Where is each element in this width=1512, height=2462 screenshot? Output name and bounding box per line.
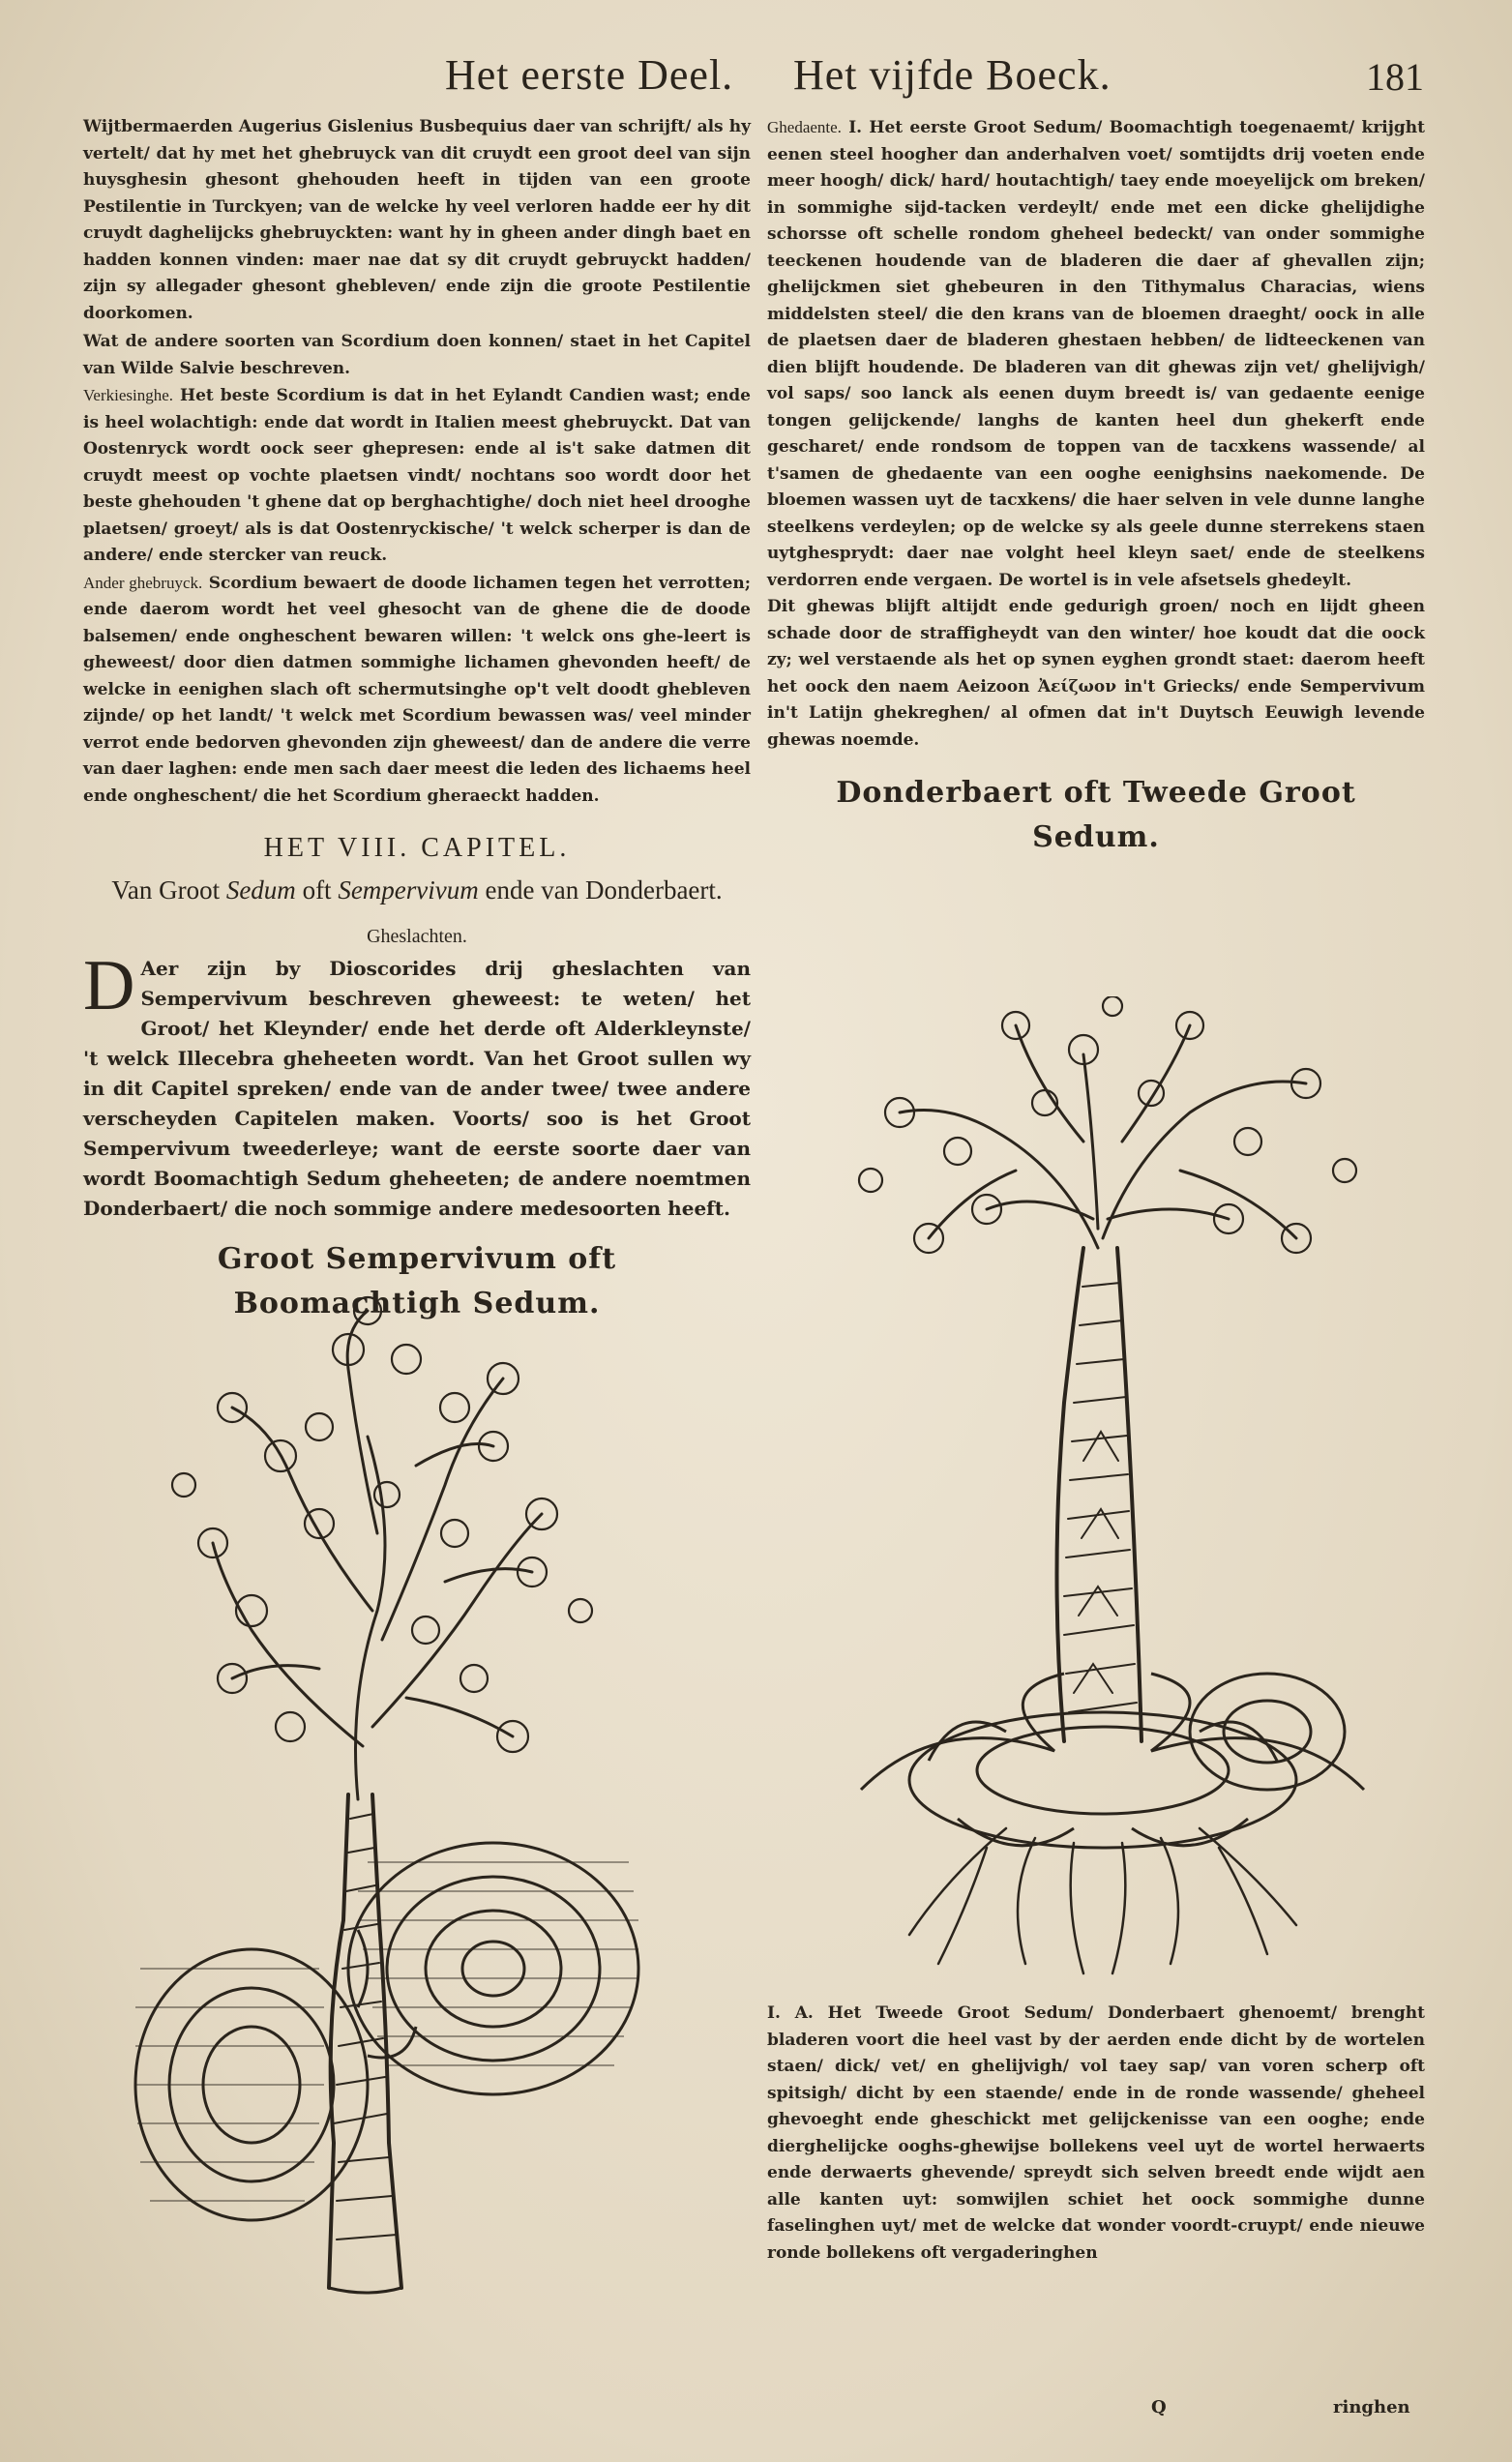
- left-column: [83, 114, 751, 1326]
- left-paragraph-3-text: Het beste Scordium is dat in het Eylandt Candien wast; ende is heel wolachtigh: ende dat wordt in Italien meest ghebruyckt. Dat van Oostenryck wordt oock seer ghepresen: ende al is't sake datmen dit cruydt meest op vochte plaetsen vindt/ nochtans soo wordt door het beste ghehouden 't ghene dat op berghachtighe/ doch niet heel drooghe plaetsen/ groeyt/ als is dat Oostenryckische/ 't welck scherper is dan de andere/ ende stercker van reuck.: [83, 386, 751, 565]
- right-figure-title: Donderbaert oft Tweede Groot Sedum.: [836, 776, 1356, 854]
- ghedaente-label: Ghedaente.: [767, 118, 842, 136]
- left-paragraph-5-text: Aer zijn by Dioscorides drij gheslachten van Sempervivum beschreven gheweest: te weten/ het Groot/ het Kleynder/ ende het derde oft Alderkleynste/ 't welck Illecebra gheheeten wordt. Van het Groot sullen wy in dit Capitel spreken/ ende van de ander twee/ twee andere verscheyden Capitelen maken. Voorts/ soo is het Groot Sempervivum tweederleye; want de eerste soorte daer van wordt Boomachtigh Sedum gheheeten; de andere noemtmen Donderbaert/ die noch sommige andere medesoorten heeft.: [83, 957, 751, 1220]
- right-column: [767, 114, 1425, 860]
- right-paragraph-1-text: I. Het eerste Groot Sedum/ Boomachtigh toegenaemt/ krijght eenen steel hoogher dan anderhalven voet/ somtijdts drij voeten ende meer hoogh/ dick/ hard/ houtachtigh/ taey ende moeyelijck om breken/ in sommighe sijd-tacken verdeylt/ ende met een dicke ghelijdighe schorsse oft schelle rondom gheheel bedeckt/ van onder sommighe teeckenen houdende van de bladeren die daer af ghevallen zijn; ghelijckmen siet ghebeuren in den Tithymalus Characias, wiens middelsten steel/ die den krans van de bloemen draeght/ oock in alle de plaetsen daer de bladeren ghestaen hebben/ de lidteeckenen van dien blijft houdende. De bladeren van dit ghewas zijn vet/ ghelijvigh/ vol saps/ soo lanck als eenen duym breedt is/ van gedaente eenige tongen gelijckende/ langhs de kanten heel dun ghekerft ende gescharet/ ende rondsom de toppen van de tacxkens wassende/ al t'samen de ghedaente van een ooghe eenighsins naekomende. De bloemen wassen uyt de tacxkens/ die haer selven in vele dunne langhe steelkens verdeylen; op de welcke sy als geele dunne sterrekens staen uytghesprydt: daer nae volght heel kleyn saet/ ende de steelkens verdorren ende vergaen. De wortel is in vele afsetsels ghedeylt.: [767, 118, 1425, 590]
- donderbaert-illustration-svg: [842, 996, 1383, 1983]
- chapter-subtitle-sedum: Sedum: [225, 875, 296, 905]
- catchword: ringhen: [1333, 2397, 1410, 2418]
- page-number: 181: [1366, 55, 1424, 99]
- woodcut-donderbaert: [842, 996, 1383, 1983]
- chapter-subtitle-part-1: Van Groot: [111, 875, 226, 905]
- gheslachten-heading: Gheslachten.: [367, 926, 467, 947]
- left-paragraph-3: [83, 382, 751, 570]
- left-paragraph-2: [83, 329, 751, 382]
- chapter-subtitle-part-3: oft: [295, 875, 339, 905]
- sempervivum-illustration-svg: [126, 1291, 697, 2298]
- woodcut-groot-sempervivum: [126, 1291, 697, 2298]
- ander-ghebruyck-label: Ander ghebruyck.: [83, 573, 203, 592]
- drop-cap-letter: D: [83, 946, 135, 1025]
- right-paragraph-1: [767, 114, 1425, 594]
- right-paragraph-2: Dit ghewas blijft altijdt ende gedurigh groen/ noch en lijdt gheen schade door de straffigheydt van den winter/ hoe koudt dat die oock zy; wel verstaende als het op synen eyghen grondt staet: daerom heeft het oock den naem Aeizoon Ἀείζωον in't Griecks/ ende Sempervivum in't Latijn ghekreghen/ al ofmen dat in't Duytsch Eeuwigh levende ghewas noemde.: [767, 597, 1425, 750]
- left-paragraph-2-text: Wat de andere soorten van Scordium doen konnen/ staet in het Capitel van Wilde Salvie beschreven.: [83, 332, 751, 378]
- verkiesinghe-label: Verkiesinghe.: [83, 386, 174, 404]
- left-paragraph-4: [83, 570, 751, 811]
- right-caption: I. A. Het Tweede Groot Sedum/ Donderbaert ghenoemt/ brenght bladeren voort die heel vast by der aerden ende dicht by de wortelen staen/ dick/ vet/ en ghelijvigh/ vol taey sap/ van voren scherp oft spitsigh/ dicht by een staende/ ende in de ronde wassende/ gheheel ghevoeght ende gheschickt met gelijckenisse van een ooghe; ende dierghelijcke ooghs-ghewijse bollekens veel uyt de wortel herwaerts ende derwaerts ghevende/ spreydt sich selven breedt ende wijdt aen alle kanten uyt: somwijlen schiet het oock sommighe dunne faselinghen uyt/ met de welcke dat wonder voordt-cruypt/ ende nieuwe ronde bollekens oft vergaderinghen: [767, 2003, 1425, 2263]
- left-paragraph-4-text: Scordium bewaert de doode lichamen tegen het verrotten; ende daerom wordt het veel ghesocht van de ghene die de doode balsemen/ ende ongheschent bewaren willen: 't welck ons ghe-leert is gheweest/ door dien datmen sommighe lichamen ghevonden heeft/ de welcke in eenighen slach oft schermutsinghe op't velt doodt ghebleven zijnde/ op het landt/ 't welck met Scordium bewassen was/ veel minder verrot ende bedorven ghevonden zijn gheweest/ dan de andere die verre van daer laghen: ende men sach daer meest die leden des lichaems heel ende ongheschent/ die het Scordium gheraeckt hadden.: [83, 573, 751, 806]
- chapter-subtitle: [93, 872, 741, 908]
- left-figure-title: Groot Sempervivum oft Boomachtigh Sedum.: [217, 1242, 617, 1320]
- running-head-left: Het eerste Deel.: [445, 51, 734, 99]
- running-head-right: Het vijfde Boeck.: [793, 51, 1112, 99]
- left-paragraph-1: Wijtbermaerden Augerius Gislenius Busbequius daer van schrijft/ als hy vertelt/ dat hy met het ghebruyck van dit cruydt een groot deel van sijn huysghesin ghesont ghehouden heeft in tijden van een groote Pestilentie in Turckyen; van de welcke hy veel verloren hadde eer hy dit cruydt daghelijcks ghebruyckten: want hy in gheen ander dingh baet en hadden konnen vinden: maer nae dat sy dit cruydt gebruyckt hadden/ zijn sy allegader ghesont ghebleven/ ende zijn die groote Pestilentie doorkomen.: [83, 117, 751, 323]
- left-paragraph-5: [83, 946, 751, 1224]
- signature-mark: Q: [1151, 2397, 1167, 2418]
- right-caption-block: [767, 2001, 1425, 2267]
- chapter-heading: HET VIII. CAPITEL.: [263, 833, 571, 863]
- chapter-subtitle-part-5: ende van Donderbaert.: [478, 875, 723, 905]
- chapter-subtitle-sempervivum: Sempervivum: [338, 875, 479, 905]
